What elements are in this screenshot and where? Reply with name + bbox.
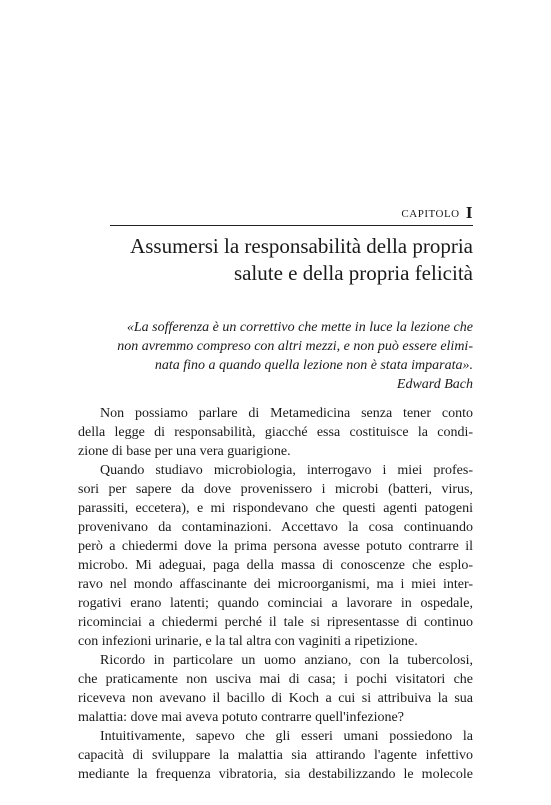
- body-line: zione di base per una vera guarigione.: [78, 444, 291, 459]
- epigraph-line-3: nata fino a quando quella lezione non è stata imparata».: [154, 358, 473, 373]
- epigraph-line-1: «La sofferenza è un correttivo che mette in luce la lezione che: [126, 320, 473, 335]
- body-line: riceveva non avevano il bacillo di Koch a cui si attribuiva la sua: [78, 691, 473, 706]
- chapter-heading: [0, 202, 473, 222]
- chapter-title: [80, 233, 473, 287]
- chapter-number: I: [465, 203, 473, 222]
- body-line: Non possiamo parlare di Metamedicina senza tener conto: [100, 406, 473, 421]
- epigraph-line-2: non avremmo compreso con altri mezzi, e non può essere elimi-: [117, 339, 473, 354]
- body-line: capacità di sviluppare la malattia sia attirando l'agente infettivo: [78, 748, 473, 763]
- body-line: malattia: dove mai aveva potuto contrarre quell'infezione?: [78, 710, 404, 725]
- body-line: mediante la frequenza vibratoria, sia destabilizzando le molecole: [78, 767, 473, 782]
- body-line: provenivano da contaminazioni. Accettavo la cosa continuando: [78, 520, 473, 535]
- body-line: della legge di responsabilità, giacché essa costituisce la condi-: [78, 425, 473, 440]
- body-line: microbo. Mi adeguai, paga della massa di conoscenze che esplo-: [78, 558, 473, 573]
- body-line: parassiti, eccetera), e mi rispondevano che questi agenti patogeni: [78, 501, 473, 516]
- body-line: ravo nel mondo affascinante dei microorganismi, ma i miei inter-: [78, 577, 473, 592]
- body-line: Quando studiavo microbiologia, interrogavo i miei profes-: [100, 463, 473, 478]
- title-line-1: Assumersi la responsabilità della propria: [130, 234, 473, 258]
- body-line: con infezioni urinarie, e la tal altra con vaginiti a ripetizione.: [78, 634, 418, 649]
- epigraph-author: Edward Bach: [396, 377, 473, 392]
- epigraph: [78, 318, 473, 394]
- body-line: Ricordo in particolare un uomo anziano, con la tubercolosi,: [100, 653, 473, 668]
- body-line: sori per sapere da dove provenissero i microbi (batteri, virus,: [78, 482, 473, 497]
- body-line: ricominciai a chiedermi perché il tale si ripresentasse di continuo: [78, 615, 473, 630]
- chapter-rule: [110, 225, 473, 226]
- body-line: però a chiedermi dove la prima persona avesse potuto contrarre il: [78, 539, 473, 554]
- body-line: che praticamente non usciva mai di casa; i pochi visitatori che: [78, 672, 473, 687]
- chapter-label: CAPITOLO: [401, 208, 460, 220]
- title-line-2: salute e della propria felicità: [233, 261, 473, 285]
- body-line: Intuitivamente, sapevo che gli esseri umani possiedono la: [100, 729, 473, 744]
- body-line: rogativi erano latenti; quando cominciai a lavorare in ospedale,: [78, 596, 473, 611]
